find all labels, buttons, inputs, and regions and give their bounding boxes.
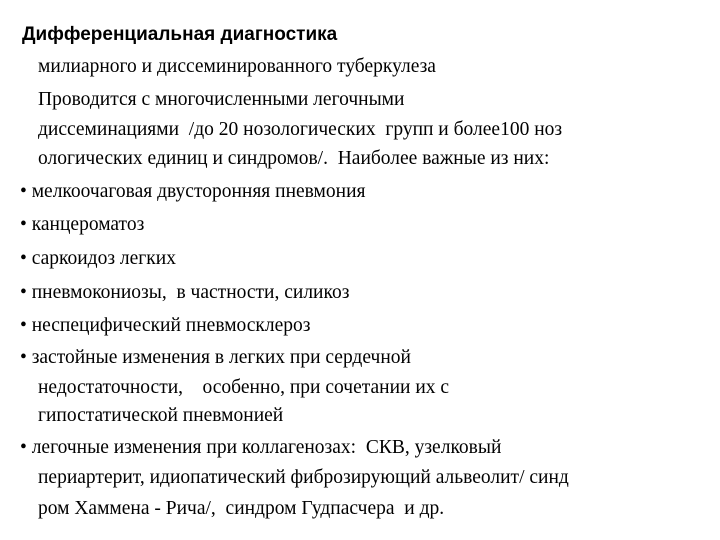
list-item-text: пневмокониозы, в частности, силикоз [31, 282, 350, 303]
bullet-icon: • [20, 315, 27, 336]
list-item-collagenosis-line-2: периартерит, идиопатический фиброзирующий альвеолит/ синд [38, 467, 569, 488]
bullet-icon: • [20, 282, 27, 303]
list-item-congestion [20, 346, 411, 370]
list-item-congestion-line-2: недостаточности, особенно, при сочетании их с [38, 377, 450, 398]
list-item-pneumoconiosis [20, 281, 349, 305]
list-item-sarcoidosis [20, 247, 176, 271]
bullet-icon: • [20, 181, 27, 202]
bullet-icon: • [20, 214, 27, 235]
bullet-icon: • [20, 347, 27, 368]
list-item-text: застойные изменения в легких при сердечной [31, 347, 411, 368]
list-item-text: неспецифический пневмосклероз [31, 315, 311, 336]
list-item-collagenosis [20, 436, 501, 460]
intro-line-1: Проводится с многочисленными легочными [38, 89, 405, 110]
list-item-text: мелкоочаговая двусторонняя пневмония [31, 181, 366, 202]
intro-line-3: ологических единиц и синдромов/. Наиболее важные из них: [38, 148, 550, 169]
bullet-icon: • [20, 248, 27, 269]
list-item-collagenosis-line-3: ром Хаммена - Рича/, синдром Гудпасчера и др. [38, 498, 445, 519]
slide-subtitle: милиарного и диссеминированного туберкулеза [38, 56, 436, 77]
bullet-icon: • [20, 437, 27, 458]
list-item-text: легочные изменения при коллагенозах: СКВ, узелковый [31, 437, 502, 458]
intro-line-2: диссеминациями /до 20 нозологических групп и более100 ноз [38, 119, 563, 140]
list-item-pneumosclerosis [20, 314, 310, 338]
list-item-congestion-line-3: гипостатической пневмонией [38, 405, 284, 426]
slide-title: Дифференциальная диагностика [22, 24, 338, 45]
list-item-pneumonia [20, 180, 365, 204]
list-item-text: канцероматоз [31, 214, 145, 235]
list-item-carcinomatosis [20, 213, 144, 237]
list-item-text: саркоидоз легких [31, 248, 176, 269]
